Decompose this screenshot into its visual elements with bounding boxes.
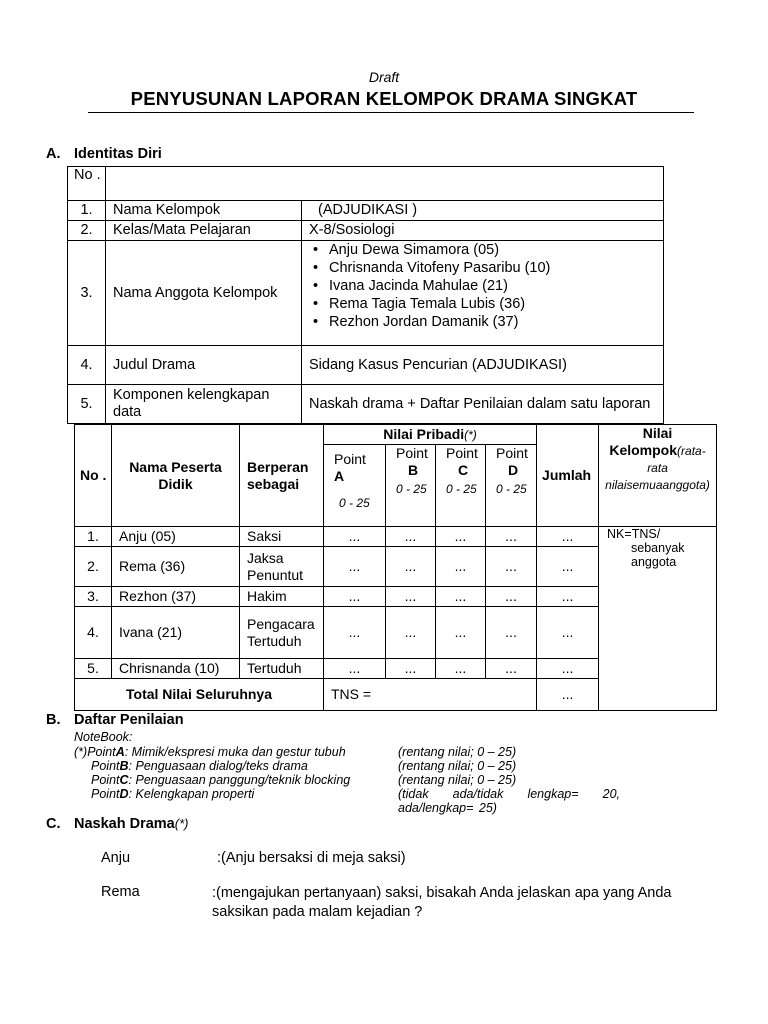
criteria-prefix: Point (91, 759, 120, 773)
score-row-no: 1. (75, 527, 112, 547)
point-b-letter: B (408, 462, 419, 478)
participant-name: Anju (05) (112, 527, 240, 547)
point-b-header (386, 445, 436, 527)
identity-row (68, 221, 664, 241)
script-speaker: Anju (101, 850, 131, 866)
criteria-range: (rentang nilai; 0 – 25) (398, 759, 517, 773)
personal-score-mark: (*) (464, 427, 477, 442)
criteria-item (91, 773, 350, 787)
point-c-header (436, 445, 486, 527)
identity-row-no: 4. (68, 346, 106, 385)
identity-row-label: Kelas/Mata Pelajaran (106, 221, 302, 241)
section-c-heading (46, 816, 188, 832)
identity-table (67, 166, 664, 424)
identity-row-no: 5. (68, 385, 106, 424)
point-d-header (486, 445, 537, 527)
score-row-no: 5. (75, 659, 112, 679)
score-header-row (75, 425, 717, 445)
score-d-cell: ... (486, 607, 537, 659)
participant-name: Chrisnanda (10) (112, 659, 240, 679)
personal-score-header-text: Nilai Pribadi (383, 425, 465, 442)
criteria-text: : Kelengkapan properti (128, 787, 255, 801)
score-c-cell: ... (436, 587, 486, 607)
score-a-cell: ... (324, 527, 386, 547)
section-c-mark: (*) (174, 816, 189, 831)
identity-row-no: 1. (68, 201, 106, 221)
score-c-cell: ... (436, 547, 486, 587)
criteria-range: (rentang nilai; 0 – 25) (398, 773, 517, 787)
class-subject-value: X-8/Sosiologi (302, 221, 664, 241)
criteria-text: : Penguasaan panggung/teknik blocking (128, 773, 351, 787)
score-c-cell: ... (436, 527, 486, 547)
role-header-text: Berperan sebagai (247, 458, 309, 492)
participant-role: Pengacara Tertuduh (240, 607, 324, 659)
score-no-header-text: No . (80, 467, 107, 483)
score-c-cell: ... (436, 659, 486, 679)
score-sum-cell: ... (537, 659, 599, 679)
draft-label: Draft (368, 69, 400, 85)
point-c-letter: C (458, 462, 469, 478)
page-title: PENYUSUNAN LAPORAN KELOMPOK DRAMA SINGKAT (130, 88, 638, 109)
score-row-no: 3. (75, 587, 112, 607)
score-b-cell: ... (386, 527, 436, 547)
identity-row-no: 2. (68, 221, 106, 241)
point-a-range: 0 - 25 (339, 496, 370, 510)
point-a-letter: A (334, 468, 345, 484)
members-cell (302, 241, 664, 346)
participant-name: Ivana (21) (112, 607, 240, 659)
identity-header-row (68, 167, 664, 201)
participant-name: Rema (36) (112, 547, 240, 587)
criteria-range: (tidak ada/tidak lengkap= 20, ada/lengkap= 25) (398, 787, 620, 816)
participant-name-header-text: Nama Peserta Didik (129, 458, 222, 492)
identity-row (68, 385, 664, 424)
script-line: :(Anju bersaksi di meja saksi) (217, 850, 406, 866)
score-a-cell: ... (324, 587, 386, 607)
point-a-header (324, 445, 386, 527)
section-a-letter: A. (46, 146, 61, 162)
criteria-text: : Penguasaan dialog/teks drama (128, 759, 308, 773)
identity-row-label: Nama Anggota Kelompok (106, 241, 302, 346)
sum-header-text: Jumlah (542, 467, 592, 483)
participant-role: Jaksa Penuntut (240, 547, 324, 587)
score-b-cell: ... (386, 587, 436, 607)
members-list (309, 241, 663, 331)
point-b-range: 0 - 25 (396, 482, 427, 496)
point-b-label: Point (396, 445, 428, 461)
criteria-prefix: Point (91, 787, 120, 801)
criteria-letter: C (119, 773, 129, 787)
score-c-cell: ... (436, 607, 486, 659)
participant-role: Saksi (240, 527, 324, 547)
identity-row-label: Nama Kelompok (106, 201, 302, 221)
score-no-header (75, 425, 112, 527)
criteria-prefix: (*)Point (74, 745, 116, 759)
identity-row (68, 346, 664, 385)
score-b-cell: ... (386, 659, 436, 679)
tns-cell: TNS = (324, 679, 537, 711)
script-line: :(mengajukan pertanyaan) saksi, bisakah Anda jelaskan apa yang Anda saksikan pada malam kejadian ? (212, 885, 672, 920)
member-item: • Anju Dewa Simamora (05) (329, 241, 663, 259)
point-d-label: Point (496, 445, 528, 461)
score-row-no: 4. (75, 607, 112, 659)
sum-header (537, 425, 599, 527)
score-d-cell: ... (486, 659, 537, 679)
section-a-heading (46, 146, 162, 162)
point-d-range: 0 - 25 (496, 482, 527, 496)
identity-row (68, 241, 664, 346)
identity-row-label: Judul Drama (106, 346, 302, 385)
criteria-item (91, 759, 308, 773)
member-item: • Chrisnanda Vitofeny Pasaribu (10) (329, 259, 663, 277)
group-score-formula: NK=TNS/ sebanyak anggota (607, 527, 685, 569)
participant-name: Rezhon (37) (112, 587, 240, 607)
group-score-header-text: Nilai Kelompok (609, 425, 678, 458)
score-row-no: 2. (75, 547, 112, 587)
identity-row-no: 3. (68, 241, 106, 346)
score-d-cell: ... (486, 527, 537, 547)
personal-score-header (324, 425, 537, 445)
point-c-label: Point (446, 445, 478, 461)
score-sum-cell: ... (537, 607, 599, 659)
member-item: • Ivana Jacinda Mahulae (21) (329, 277, 663, 295)
score-sum-cell: ... (537, 527, 599, 547)
member-item: • Rezhon Jordan Damanik (37) (329, 313, 663, 331)
criteria-letter: D (119, 787, 129, 801)
group-score-cell (599, 527, 717, 711)
participant-role: Tertuduh (240, 659, 324, 679)
score-sum-cell: ... (537, 547, 599, 587)
criteria-item (74, 745, 346, 759)
criteria-letter: A (115, 745, 125, 759)
drama-title-value: Sidang Kasus Pencurian (ADJUDIKASI) (302, 346, 664, 385)
total-label: Total Nilai Seluruhnya (126, 686, 272, 702)
section-b-title: Daftar Penilaian (74, 712, 184, 728)
data-components-value: Naskah drama + Daftar Penilaian dalam satu laporan (302, 385, 664, 424)
section-c-letter: C. (46, 816, 61, 832)
total-label-cell (75, 679, 324, 711)
participant-name-header (112, 425, 240, 527)
score-row (75, 527, 717, 547)
notebook-label: NoteBook: (74, 730, 133, 744)
section-b-letter: B. (46, 712, 61, 728)
score-a-cell: ... (324, 547, 386, 587)
group-score-header (599, 425, 717, 527)
criteria-text: : Mimik/ekspresi muka dan gestur tubuh (124, 745, 346, 759)
title-underline (88, 112, 694, 113)
score-sum-cell: ... (537, 587, 599, 607)
section-c-title: Naskah Drama (74, 816, 175, 832)
score-d-cell: ... (486, 547, 537, 587)
score-d-cell: ... (486, 587, 537, 607)
point-c-range: 0 - 25 (446, 482, 477, 496)
point-d-letter: D (508, 462, 519, 478)
total-sum-cell: ... (537, 679, 599, 711)
score-b-cell: ... (386, 607, 436, 659)
criteria-item (91, 787, 254, 801)
member-item: • Rema Tagia Temala Lubis (36) (329, 295, 663, 313)
criteria-range: (rentang nilai; 0 – 25) (398, 745, 517, 759)
group-name-value: (ADJUDIKASI ) (302, 201, 664, 221)
section-a-title: Identitas Diri (74, 146, 162, 162)
identity-row (68, 201, 664, 221)
identity-header-empty (106, 167, 664, 201)
section-b-heading (46, 712, 184, 728)
role-header (240, 425, 324, 527)
criteria-letter: B (119, 759, 129, 773)
identity-row-label: Komponen kelengkapan data (106, 385, 302, 424)
criteria-prefix: Point (91, 773, 120, 787)
point-a-label: Point (334, 451, 366, 467)
score-table (74, 424, 717, 711)
score-a-cell: ... (324, 607, 386, 659)
participant-role: Hakim (240, 587, 324, 607)
score-b-cell: ... (386, 547, 436, 587)
group-score-note: (rata-rata nilaisemuaanggota) (605, 444, 710, 492)
score-a-cell: ... (324, 659, 386, 679)
identity-no-header: No . (68, 167, 106, 201)
script-speaker: Rema (101, 884, 140, 900)
